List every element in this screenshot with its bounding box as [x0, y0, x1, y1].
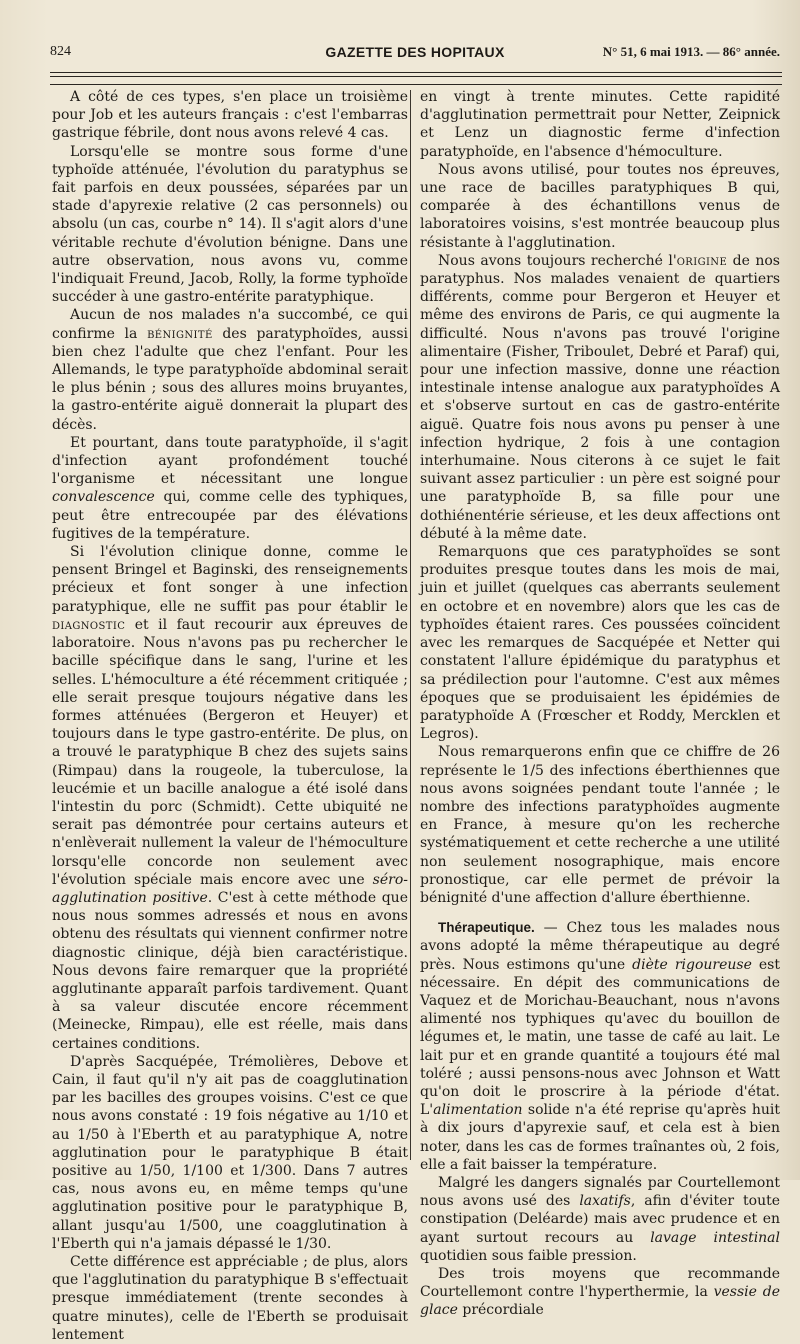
issue-info: N° 51, 6 mai 1913. — 86° année.: [602, 44, 780, 59]
paragraph: Et pourtant, dans toute paratyphoïde, il s'agit d'infection ayant profondément touché l'organisme et nécessitant une longue convalescence qui, comme celle des typhiques, peut être entrecoupée par des élévations fugitives de la température.: [52, 434, 408, 542]
page-number: 824: [50, 44, 71, 59]
journal-title: GAZETTE DES HOPITAUX: [325, 44, 505, 60]
page-header: [50, 40, 780, 70]
paragraph: Nous remarquerons enfin que ce chiffre de 26 représente le 1/5 des infections éberthiennes que nous avons soignées pendant toute l'année ; le nombre des infections paratyphoïdes augmente en France, à mesure qu'on les recherche systématiquement et cette recherche a une utilité non seulement nosographique, mais encore pronostique, car elle permet de prévoir la bénignité d'une affection d'allure éberthienne.: [420, 744, 780, 906]
paragraph: Nous avons toujours recherché l'origine de nos paratyphus. Nos malades venaient de quartiers différents, comme pour Bergeron et Heuyer et même des environs de Paris, ce qui augmente la difficulté. Nous n'avons pas trouvé l'origine alimentaire (Fisher, Triboulet, Debré et Paraf) qui, pour une infection massive, donne une réaction intestinale intense analogue aux paratyphoïdes A et s'observe surtout en cas de gastro-entérite aiguë. Quatre fois nous avons pu penser à une infection hydrique, 2 fois à une contagion interhumaine. Nous citerons à ce sujet le fait suivant assez particulier : un père est soigné pour une paratyphoïde B, sa fille pour une dothiénentérie sérieuse, et les deux affections ont débuté à la même date.: [420, 252, 780, 542]
paragraph: Lorsqu'elle se montre sous forme d'une typhoïde atténuée, l'évolution du paratyphus se fait parfois en deux poussées, séparées par un stade d'apyrexie relative (2 cas personnels) ou absolu (un cas, courbe n° 14). Il s'agit alors d'une véritable rechute d'évolution bénigne. Dans une autre observation, nous avons vu, comme l'indiquait Freund, Jacob, Rolly, la forme typhoïde succéder à une gastro-entérite paratyphique.: [52, 143, 408, 306]
paragraph: A côté de ces types, s'en place un troisième pour Job et les auteurs français : c'est l'embarras gastrique fébrile, dont nous avons relevé 4 cas.: [52, 89, 408, 142]
section-heading: Thérapeutique.: [438, 920, 535, 936]
paragraph: D'après Sacquépée, Trémolières, Debove et Cain, il faut qu'il n'y ait pas de coagglutination par les bacilles des groupes voisins. C'est ce que nous avons constaté : 19 fois négative au 1/10 et au 1/50 à l'Eberth et au paratyphique A, notre agglutination pour le paratyphique B était positive au 1/50, 1/100 et 1/300. Dans 7 autres cas, nous avons eu, en même temps qu'une agglutination positive pour le paratyphique B, allant jusqu'au 1/500, une coagglutination à l'Eberth qui n'a jamais dépassé le 1/30.: [52, 1053, 408, 1252]
paragraph: en vingt à trente minutes. Cette rapidité d'agglutination permettrait pour Netter, Zeipnick et Lenz un diagnostic ferme d'infection paratyphoïde, en l'absence d'hémoculture.: [420, 89, 780, 160]
paragraph: Si l'évolution clinique donne, comme le pensent Bringel et Baginski, des renseignements précieux et font songer à une infection paratyphique, elle ne suffit pas pour établir le diagnostic et il faut recourir aux épreuves de laboratoire. Nous n'avons pas pu rechercher le bacille spécifique dans le sang, l'urine et les selles. L'hémoculture a été récemment critiquée ; elle serait presque toujours négative dans les formes atténuées (Bergeron et Heuyer) et toujours dans le type gastro-entérite. De plus, on a trouvé le paratyphique B chez des sujets sains (Rimpau) dans la rougeole, la tuberculose, la leucémie et un bacille analogue a été isolé dans l'intestin du porc (Schmidt). Cette ubiquité ne serait pas démontrée pour certains auteurs et n'enlèverait nullement la valeur de l'hémoculture lorsqu'elle concorde non seulement avec l'évolution spéciale mais encore avec une séro-agglutination positive. C'est à cette méthode que nous nous sommes adressés et nous en avons obtenu des résultats qui viennent confirmer notre diagnostic clinique, déjà bien caractéristique. Nous devons faire remarquer que la propriété agglutinante apparaît parfois tardivement. Quant à sa valeur discutée encore récemment (Meinecke, Rimpau), elle est réelle, mais dans certaines conditions.: [52, 544, 408, 1052]
header-rule: [50, 84, 782, 85]
paragraph: Malgré les dangers signalés par Courtellemont nous avons usé des laxatifs, afin d'éviter toute constipation (Deléarde) mais avec prudence et en ayant surtout recours au lavage intestinal quotidien sous faible pression.: [420, 1174, 781, 1264]
paragraph: Aucun de nos malades n'a succombé, ce qui confirme la bénignité des paratyphoïdes, aussi bien chez l'adulte que chez l'enfant. Pour les Allemands, le type paratyphoïde abdominal serait le plus bénin ; sous des allures moins bruyantes, la gastro-entérite aiguë donnerait la plupart des décès.: [52, 307, 408, 433]
left-column: [52, 88, 408, 1344]
right-column: [420, 88, 780, 1320]
paragraph: Cette différence est appréciable ; de plus, alors que l'agglutination du paratyphique B s'effectuait presque immédiatement (trente secondes à quatre minutes), celle de l'Eberth se produisait lentement: [52, 1254, 408, 1343]
paragraph: Remarquons que ces paratyphoïdes se sont produites presque toutes dans les mois de mai, juin et juillet (quelques cas aberrants seulement en octobre et en novembre) alors que les cas de typhoïdes étaient rares. Ces poussées coïncident avec les remarques de Sacquépée et Netter qui constatent l'allure épidémique du paratyphus et sa prédilection pour l'automne. C'est aux mêmes époques que se produisaient les épidémies de paratyphoïde A (Frœscher et Roddy, Mercklen et Legros).: [420, 544, 780, 743]
paragraph: Nous avons utilisé, pour toutes nos épreuves, une race de bacilles paratyphiques B qui, comparée à des échantillons venus de laboratoires voisins, s'est montrée beaucoup plus résistante à l'agglutination.: [420, 161, 780, 251]
header-rule: [50, 76, 782, 77]
column-divider: [410, 90, 411, 1160]
header-rule: [50, 72, 782, 73]
paragraph: Des trois moyens que recommande Courtellemont contre l'hyperthermie, la vessie de glace précordiale: [420, 1266, 780, 1319]
paragraph: Thérapeutique. — Chez tous les malades nous avons adopté la même thérapeutique au degré près. Nous estimons qu'une diète rigoureuse est nécessaire. En dépit des communications de Vaquez et de Morichau-Beauchant, nous n'avons alimenté nos typhiques qu'avec du bouillon de légumes et, le matin, une tasse de café au lait. Le lait pur et en grande quantité a toujours été mal toléré ; aussi pensons-nous avec Johnson et Watt qu'on doit le proscrire à la période d'état. L'alimentation solide n'a été reprise qu'après huit à dix jours d'apyrexie sauf, et cela est à bien noter, dans les cas de formes traînantes où, 2 fois, elle a fait baisser la température.: [420, 920, 780, 1173]
